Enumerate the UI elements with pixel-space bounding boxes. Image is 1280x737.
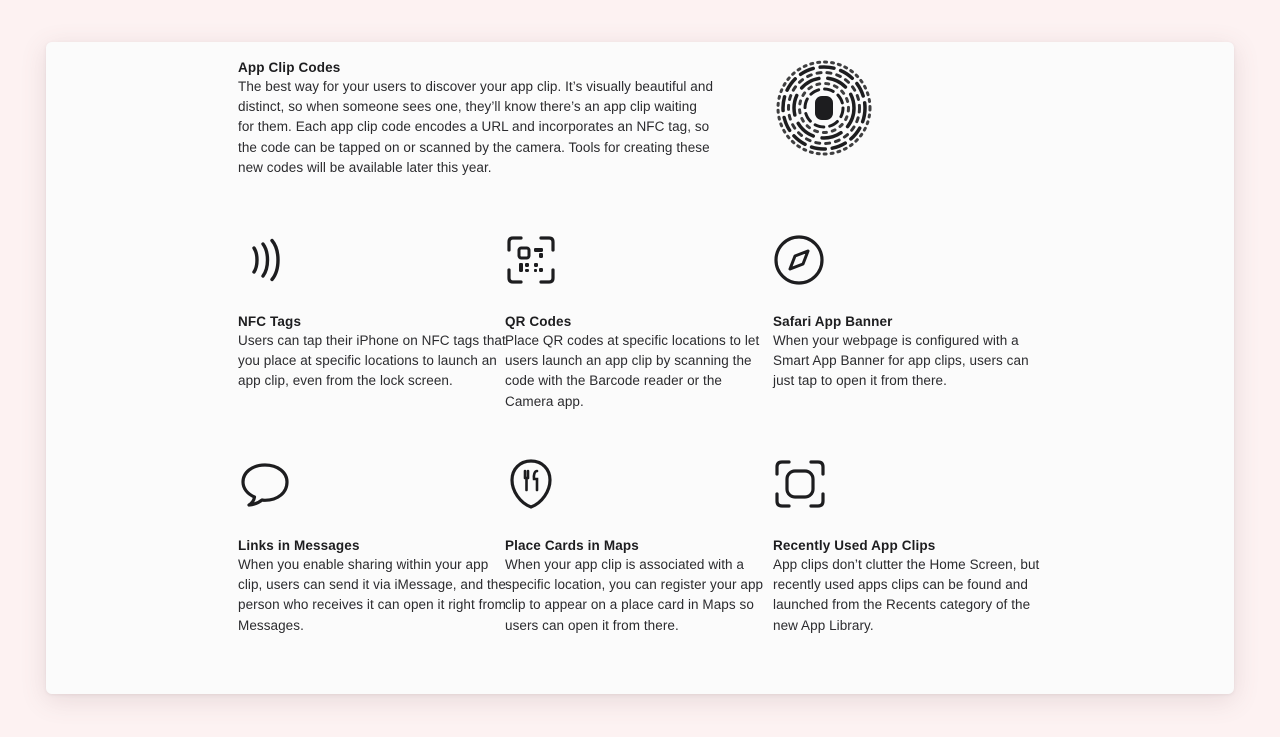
card-body: Users can tap their iPhone on NFC tags that you place at specific locations to launch an app clip, even from the lock screen. [238, 333, 506, 389]
app-clip-code-graphic [776, 60, 906, 156]
card-body: Place QR codes at specific locations to let users launch an app clip by scanning the code with the Barcode reader or the Camera app. [505, 333, 760, 409]
safari-compass-icon [773, 232, 1041, 288]
card-title: QR Codes [505, 314, 572, 329]
card-nfc-tags [238, 232, 506, 392]
maps-place-card-icon [505, 456, 773, 512]
card-title: App Clip Codes [238, 60, 341, 75]
card-body: When your app clip is associated with a specific location, you can register your app clip to appear on a place card in Maps so users can open it from there. [505, 557, 764, 633]
card-links-in-messages [238, 456, 506, 636]
card-body: When you enable sharing within your app clip, users can send it via iMessage, and the person who receives it can open it right from Messages. [238, 557, 506, 633]
card-place-cards-in-maps [505, 456, 773, 636]
card-title: Place Cards in Maps [505, 538, 639, 553]
app-library-icon [773, 456, 1041, 512]
card-title: NFC Tags [238, 314, 302, 329]
card-body: When your webpage is configured with a Smart App Banner for app clips, users can just tap to open it from there. [773, 333, 1029, 389]
card-grid [46, 42, 1234, 694]
card-safari-app-banner [773, 232, 1041, 392]
card-title: Links in Messages [238, 538, 360, 553]
card-body: App clips don’t clutter the Home Screen, but recently used apps clips can be found and launched from the Recents category of the new App Library. [773, 557, 1040, 633]
card-recently-used-app-clips [773, 456, 1041, 636]
card-title: Safari App Banner [773, 314, 893, 329]
app-clip-discovery-panel [46, 42, 1234, 694]
message-bubble-icon [238, 456, 506, 512]
app-clip-code-icon [776, 60, 872, 156]
card-qr-codes [505, 232, 773, 412]
card-app-clip-codes [238, 60, 714, 178]
card-body: The best way for your users to discover your app clip. It’s visually beautiful and distinct, so when someone sees one, they’ll know there’s an app clip waiting for them. Each app clip code encodes a URL and incorporates an NFC tag, so the code can be tapped on or scanned by the camera. Tools for creating these new codes will be available later this year. [238, 79, 714, 175]
qr-code-icon [505, 232, 773, 288]
nfc-wave-icon [238, 232, 506, 288]
card-title: Recently Used App Clips [773, 538, 936, 553]
